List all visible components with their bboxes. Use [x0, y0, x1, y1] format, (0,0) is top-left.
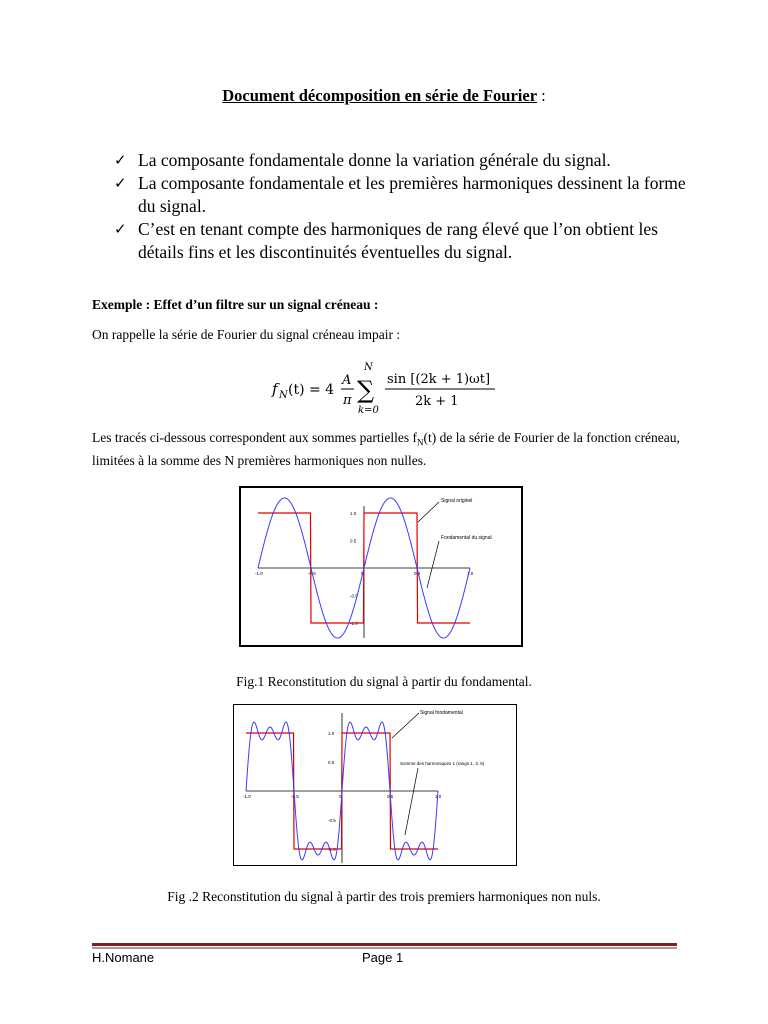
y-tick-label: 0.5 [350, 538, 357, 544]
y-tick-label: 0.5 [328, 760, 335, 765]
partial-sums-text [92, 429, 692, 469]
partial-text-pre: Les tracés ci-dessous correspondent aux sommes partielles f [92, 430, 418, 445]
formula-denominator: 2k + 1 [415, 394, 459, 409]
x-tick-label: 0 [339, 794, 342, 799]
checkmark-icon: ✓ [114, 151, 127, 169]
x-tick-label: -1.0 [243, 794, 251, 799]
partial-text-sub: N [417, 437, 424, 448]
page-title [0, 86, 768, 106]
legend-square: Signal fondamental [420, 710, 463, 716]
bullet-item [114, 172, 694, 218]
footer-rule-thick [92, 943, 677, 946]
legend-square: Signal originel [441, 498, 473, 504]
checkmark-icon: ✓ [114, 220, 127, 238]
footer-rule [92, 943, 677, 949]
legend-arrow [392, 713, 419, 738]
y-tick-label: -0.5 [328, 818, 336, 823]
formula-sum-lower: k=0 [358, 405, 379, 416]
title-text: Document décomposition en série de Fourier [222, 86, 538, 105]
bullet-text: La composante fondamentale donne la variation générale du signal. [138, 150, 611, 170]
x-tick-label: -0.5 [308, 571, 316, 576]
x-tick-label: 1.0 [467, 571, 474, 576]
formula-lhs-sub: N [279, 390, 288, 401]
recall-text: On rappelle la série de Fourier du signal créneau impair : [92, 327, 401, 342]
figure-2-caption: Fig .2 Reconstitution du signal à partir des trois premiers harmoniques non nuls. [167, 889, 601, 904]
legend-arrow [418, 502, 439, 522]
example-heading: Exemple : Effet d’un filtre sur un signal créneau : [92, 297, 379, 312]
formula-lhs: f [272, 380, 278, 398]
formula-sum-upper: N [364, 362, 373, 373]
x-tick-label: -0.5 [291, 794, 299, 799]
x-tick-label: 0 [361, 571, 364, 576]
bullet-text: La composante fondamentale et les premières harmoniques dessinent la forme du signal. [138, 173, 686, 216]
x-tick-label: 1.0 [435, 794, 442, 799]
formula-frac-num: A [342, 373, 352, 388]
formula-frac-den: π [343, 393, 352, 408]
y-tick-label: 1.0 [350, 511, 357, 516]
legend-sum: Somme des harmoniques 1 (rangs 1, 3, 5) [400, 761, 485, 766]
x-tick-label: 0.5 [387, 794, 394, 799]
figure-1-caption: Fig.1 Reconstitution du signal à partir du fondamental. [236, 674, 532, 689]
summation-icon: ∑ [357, 376, 375, 404]
legend-arrow [405, 768, 418, 835]
figure-2-plot [234, 705, 516, 865]
y-tick-label: -1.0 [328, 847, 336, 852]
x-tick-label: -1.0 [255, 571, 263, 576]
formula-lhs-arg: (t) = 4 [288, 382, 335, 398]
legend-sine: Fondamental du signal [441, 535, 492, 541]
y-tick-label: -1.0 [350, 621, 358, 626]
bullet-text: C’est en tenant compte des harmoniques de rang élevé que l’on obtient les détails fins et les discontinuités éventuelles du signal. [138, 219, 658, 262]
footer-author: H.Nomane [92, 950, 155, 965]
y-tick-label: -0.5 [350, 593, 358, 599]
figure-1-plot [241, 488, 521, 645]
figure-2 [233, 704, 517, 866]
fourier-formula [270, 360, 510, 418]
bullet-list [114, 149, 694, 264]
bullet-item [114, 218, 694, 264]
legend-arrow [427, 541, 439, 588]
footer-rule-thin [92, 948, 677, 949]
x-tick-label: 0.5 [414, 571, 421, 576]
y-tick-label: 1.0 [328, 731, 335, 736]
checkmark-icon: ✓ [114, 174, 127, 192]
title-suffix: : [537, 86, 546, 105]
formula-numerator: sin [(2k + 1)ωt] [387, 372, 491, 387]
footer-page-number: Page 1 [362, 950, 404, 965]
bullet-item [114, 149, 694, 172]
figure-1 [239, 486, 523, 647]
partial-text-post: (t) de la série de Fourier de la fonction créneau, limitées à la somme des N premières harmoniques non nulles. [92, 430, 680, 468]
